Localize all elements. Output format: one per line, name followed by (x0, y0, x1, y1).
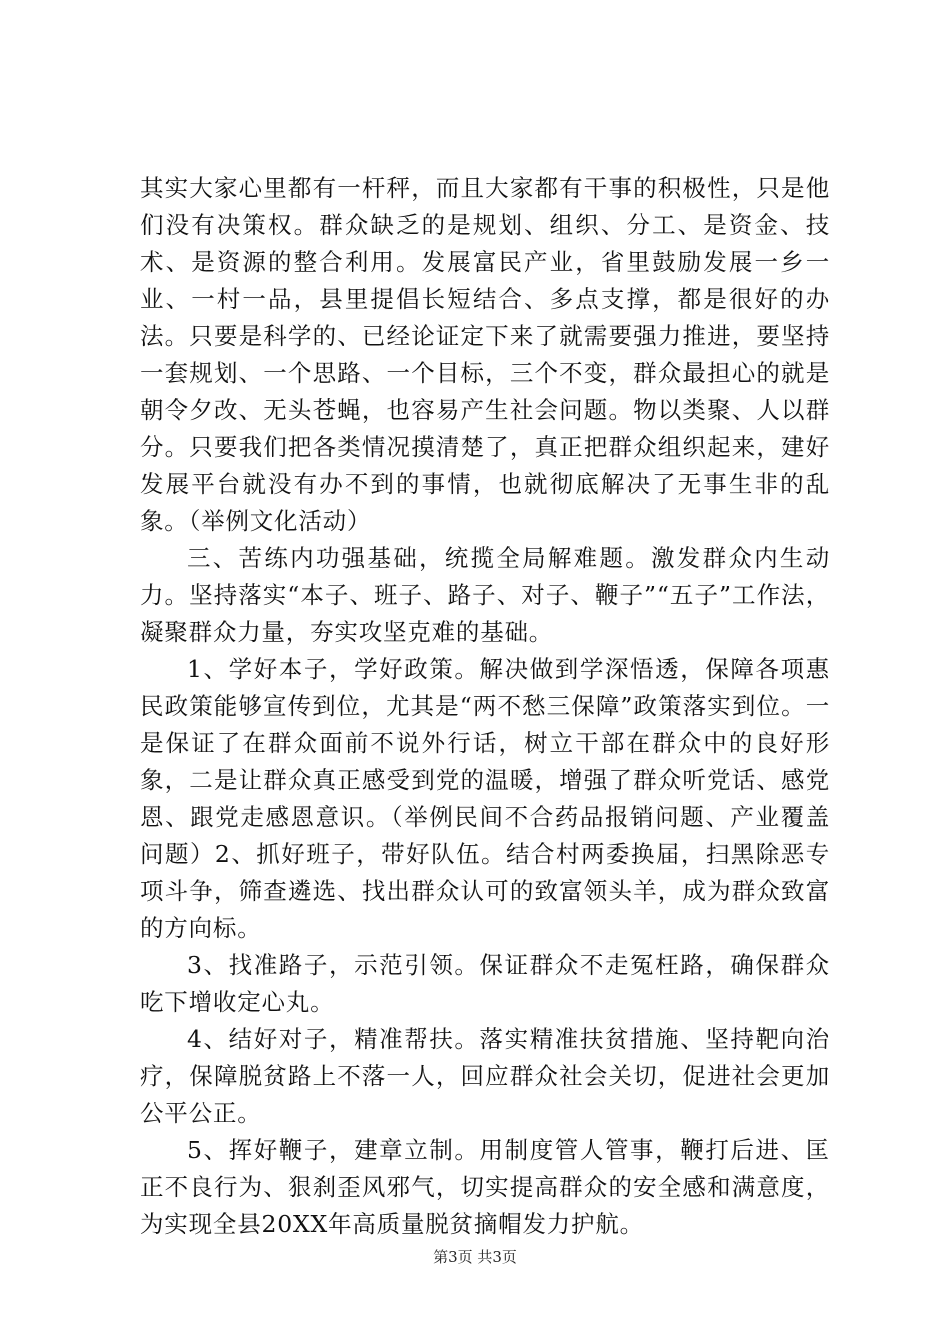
paragraph-item-four: 4、结好对子，精准帮扶。落实精准扶贫措施、坚持靶向治疗，保障脱贫路上不落一人，回应群众社会关切，促进社会更加公平公正。 (140, 1025, 830, 1127)
paragraph-item-one-two: 1、学好本子，学好政策。解决做到学深悟透，保障各项惠民政策能够宣传到位，尤其是“两不愁三保障”政策落实到位。一是保证了在群众面前不说外行话，树立干部在群众中的良好形象，二是让群众真正感受到党的温暖，增强了群众听党话、感党恩、跟党走感恩意识。（举例民间不合药品报销问题、产业覆盖问题）2、抓好班子，带好队伍。结合村两委换届，扫黑除恶专项斗争，筛查遴选、找出群众认可的致富领头羊，成为群众致富的方向标。 (140, 655, 830, 942)
page-number-footer: 第3页 共3页 (433, 1248, 517, 1266)
paragraph-section-three: 三、苦练内功强基础，统揽全局解难题。激发群众内生动力。坚持落实“本子、班子、路子、对子、鞭子”“五子”工作法，凝聚群众力量，夯实攻坚克难的基础。 (140, 544, 830, 646)
document-body (140, 170, 830, 1243)
paragraph-item-three: 3、找准路子，示范引领。保证群众不走冤枉路，确保群众吃下增收定心丸。 (140, 951, 830, 1016)
paragraph-continuation: 其实大家心里都有一杆秤，而且大家都有干事的积极性，只是他们没有决策权。群众缺乏的是规划、组织、分工、是资金、技术、是资源的整合利用。发展富民产业，省里鼓励发展一乡一业、一村一品，县里提倡长短结合、多点支撑，都是很好的办法。只要是科学的、已经论证定下来了就需要强力推进，要坚持一套规划、一个思路、一个目标，三个不变，群众最担心的就是朝令夕改、无头苍蝇，也容易产生社会问题。物以类聚、人以群分。只要我们把各类情况摸清楚了，真正把群众组织起来，建好发展平台就没有办不到的事情，也就彻底解决了无事生非的乱象。（举例文化活动） (140, 174, 830, 535)
paragraph-item-five: 5、挥好鞭子，建章立制。用制度管人管事，鞭打后进、匡正不良行为、狠刹歪风邪气，切实提高群众的安全感和满意度，为实现全县20XX年高质量脱贫摘帽发力护航。 (140, 1136, 830, 1238)
